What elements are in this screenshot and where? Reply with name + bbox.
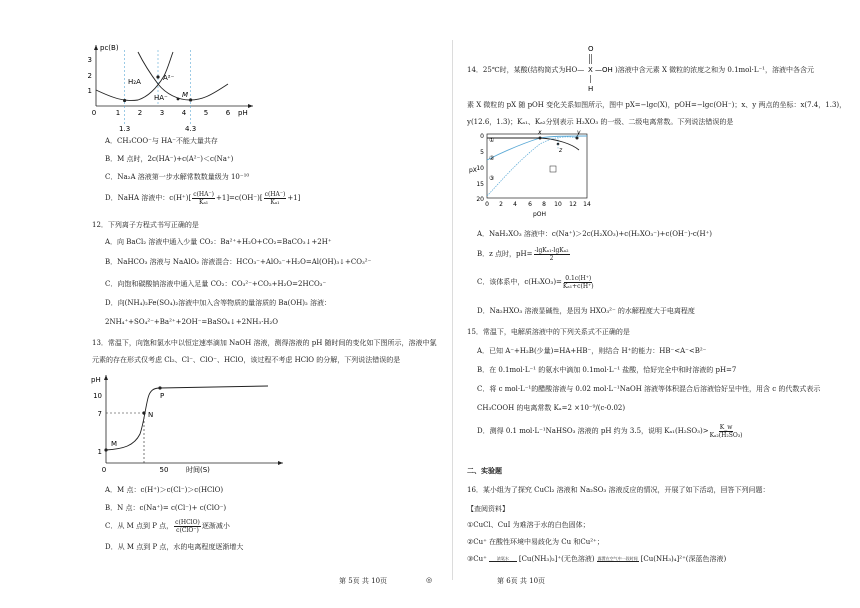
q13-option-b: B．N 点：c(Na⁺)= c(Cl⁻)+ c(ClO⁻) bbox=[105, 504, 227, 512]
q13-c-frac bbox=[174, 519, 201, 534]
ph-time-chart bbox=[88, 370, 288, 478]
ytick-10: 10 bbox=[93, 392, 102, 400]
xtick-0: 0 bbox=[91, 109, 97, 117]
footer-symbol: ◎ bbox=[426, 576, 433, 584]
q14-option-d: D．Na₂HXO₃ 溶液显碱性，是因为 HXO₃²⁻ 的水解程度大于电离程度 bbox=[477, 307, 695, 315]
q15-option-c2: CH₃COOH 的电离常数 Kₐ=2 ×10⁻⁹/(c-0.02) bbox=[477, 404, 626, 412]
q14-b-den: 2 bbox=[549, 255, 554, 262]
ylabel: pc(B) bbox=[100, 44, 119, 52]
q14-b-num: -lgKₐ₁-lgKₐ₂ bbox=[534, 247, 569, 254]
xtick-4: 4 bbox=[181, 109, 187, 117]
q16-stem: 16．某小组为了探究 CuCl₂ 溶液和 Na₂SO₃ 溶液反应的情况，开展了如下活动，回答下列问题： bbox=[467, 486, 770, 494]
q15-option-c: C．将 c mol·L⁻¹的醋酸溶液与 0.02 mol·L⁻¹NaOH 溶液等体积混合后溶液恰好呈中性，用含 c 的代数式表示 bbox=[477, 385, 821, 393]
arrow-1 bbox=[489, 557, 517, 562]
label-ha: HA⁻ bbox=[154, 94, 168, 102]
column-divider bbox=[452, 40, 453, 580]
q14-stem-1: 14．25℃时，某酸(结构简式为HO— bbox=[467, 66, 585, 74]
struct-o: O bbox=[588, 45, 594, 53]
q11-option-b: B．M 点时，2c(HA⁻)+c(A²⁻)＜c(Na⁺) bbox=[105, 155, 234, 163]
point-p: P bbox=[160, 392, 165, 400]
struct-x: X bbox=[588, 66, 593, 74]
xtick-6: 6 bbox=[225, 109, 231, 117]
q14-c-pre: C．该体系中，c(H₃XO₃)= bbox=[477, 278, 562, 286]
arrow-1-label: 浓氨水 bbox=[496, 556, 509, 561]
q16-i3-b: [Cu(NH₃)₂]⁺(无色溶液) bbox=[518, 555, 595, 563]
xtick-4: 4 bbox=[513, 201, 517, 208]
section-title: 二、实验题 bbox=[467, 466, 502, 475]
xtick-0: 0 bbox=[485, 201, 489, 208]
q13-option-a: A．M 点：c(H⁺)＞c(Cl⁻)＞c(HClO) bbox=[105, 486, 224, 494]
q14-b-frac bbox=[534, 247, 570, 262]
point-m: M bbox=[111, 440, 118, 448]
xtick-50: 50 bbox=[159, 466, 169, 474]
q16-info-1: ①CuCl、CuI 为难溶于水的白色固体； bbox=[467, 521, 590, 529]
q13-stem-2: 元素的存在形式仅考虑 Cl₂、Cl⁻、ClO⁻、HClO，该过程不考虑 HClO 的分解，下列说法错误的是 bbox=[92, 356, 401, 364]
xtick-5: 5 bbox=[203, 109, 209, 117]
q12-option-a: A．向 BaCl₂ 溶液中通入少量 CO₂：Ba²⁺+H₂O+CO₂=BaCO₃↓+2H⁺ bbox=[105, 238, 332, 246]
q14-option-a: A．NaH₂XO₃ 溶液中：c(Na⁺)＞2c(H₂XO₃)+c(H₂XO₃⁻)+c(OH⁻)-c(H⁺) bbox=[477, 230, 713, 238]
q15-d-den: Kₐ₂(H₂SO₃) bbox=[709, 432, 743, 439]
struct-oh: —OH bbox=[595, 66, 613, 74]
q11-d-part1: D．NaHA 溶液中：c(H⁺)[ bbox=[105, 194, 192, 202]
q11-d-frac1 bbox=[192, 191, 215, 206]
arrow-2-line bbox=[597, 561, 639, 562]
q14-b-pre: B．z 点时，pH= bbox=[477, 250, 533, 258]
q11-d-frac2-num: c(HA⁻) bbox=[264, 191, 286, 198]
struct-h: H bbox=[588, 85, 594, 92]
q13-c-den: c(ClO⁻) bbox=[176, 527, 199, 534]
q14-stem-2: 素 X 微粒的 pX 随 pOH 变化关系如图所示，图中 pX=−lgc(X)，pOH=−lgc(OH⁻)；x、y 两点的坐标：x(7.4，1.3)， bbox=[467, 101, 847, 109]
q11-option-d bbox=[105, 191, 300, 206]
xtick-1: 1 bbox=[115, 109, 121, 117]
xtick-2: 2 bbox=[499, 201, 503, 208]
xtick-10: 10 bbox=[554, 201, 562, 208]
q15-d-num: K_w bbox=[719, 424, 733, 431]
q15-option-d bbox=[477, 424, 744, 439]
ytick-1: 1 bbox=[97, 448, 102, 456]
ylabel: pH bbox=[91, 376, 101, 384]
xtick-3: 3 bbox=[159, 109, 165, 117]
label-m: M bbox=[182, 91, 189, 99]
q11-d-part3: +1] bbox=[287, 194, 301, 202]
q13-option-c bbox=[105, 519, 230, 534]
q14-c-den: Kₐ₁+c(H⁺) bbox=[562, 283, 594, 290]
q14-stem-1b: )溶液中含元素 X 微粒的浓度之和为 0.1mol·L⁻¹，溶液中各含元 bbox=[615, 66, 814, 74]
q13-stem-1: 13．常温下，向饱和氯水中以恒定速率滴加 NaOH 溶液，测得溶液的 pH 随时间的变化如下图所示，溶液中氯 bbox=[92, 339, 437, 347]
q12-option-d-eq: 2NH₄⁺+SO₄²⁻+Ba²⁺+2OH⁻=BaSO₄↓+2NH₃·H₂O bbox=[105, 318, 279, 326]
xlabel: pOH bbox=[533, 211, 547, 218]
point-n: N bbox=[148, 411, 154, 419]
q12-option-d: D．向(NH₄)₂Fe(SO₄)₂溶液中加入含等物质的量溶质的 Ba(OH)₂ 溶液： bbox=[105, 299, 332, 307]
q15-stem: 15．常温下，电解质溶液中的下列关系式不正确的是 bbox=[467, 328, 630, 336]
q14-option-b bbox=[477, 247, 571, 262]
label-a2: A²⁻ bbox=[163, 74, 175, 82]
ytick-1: 1 bbox=[87, 87, 92, 95]
q12-option-c: C．向饱和碳酸钠溶液中通入足量 CO₂：CO₃²⁻+CO₂+H₂O=2HCO₃⁻ bbox=[105, 280, 327, 288]
q16-info-2: ②Cu⁺ 在酸性环境中易歧化为 Cu 和Cu²⁺； bbox=[467, 538, 604, 546]
q11-d-frac2-den: Kₐ₁ bbox=[270, 199, 280, 206]
arrow-2-label: 露置在空气中一段时间 bbox=[597, 556, 638, 561]
xtick-6: 6 bbox=[528, 201, 532, 208]
label-c1: ① bbox=[489, 137, 495, 144]
q13-c-num: c(HClO) bbox=[175, 519, 200, 526]
xtick-12: 12 bbox=[569, 201, 577, 208]
label-x: x bbox=[538, 130, 542, 136]
xtick-2: 2 bbox=[137, 109, 143, 117]
label-z: z bbox=[559, 147, 563, 154]
q11-d-frac1-num: c(HA⁻) bbox=[193, 191, 214, 198]
ytick-10: 10 bbox=[476, 165, 484, 172]
q16-info-heading: 【查阅资料】 bbox=[467, 505, 509, 513]
q15-option-a: A．已知 A⁻+H₂B(少量)=HA+HB⁻，则结合 H⁺的能力：HB⁻<A⁻<B²⁻ bbox=[477, 347, 707, 355]
footer-left: 第 5页 共 10页 bbox=[339, 577, 388, 585]
xtick-14: 14 bbox=[583, 201, 591, 208]
footer-right: 第 6页 共 10页 bbox=[497, 577, 546, 585]
q14-option-c bbox=[477, 275, 595, 290]
q15-option-b: B．在 0.1mol·L⁻¹ 的氨水中滴加 0.1mol·L⁻¹ 盐酸，恰好完全中和时溶液的 pH=7 bbox=[477, 366, 737, 374]
xtick-0: 0 bbox=[101, 466, 107, 474]
ytick-7: 7 bbox=[97, 410, 102, 418]
label-y: y bbox=[577, 130, 581, 136]
q11-d-frac2 bbox=[264, 191, 287, 206]
q11-option-c: C．Na₂A 溶液第一步水解常数数量级为 10⁻¹⁰ bbox=[105, 173, 250, 181]
pcb-ph-chart bbox=[78, 40, 258, 132]
q12-option-b: B．NaHCO₃ 溶液与 NaAlO₂ 溶液混合：HCO₃⁻+AlO₂⁻+H₂O=Al(OH)₃↓+CO₃²⁻ bbox=[105, 258, 372, 266]
arrow-1-line bbox=[489, 561, 517, 562]
ytick-0: 0 bbox=[480, 133, 484, 140]
px-poh-chart bbox=[467, 130, 597, 222]
label-x13: 1.3 bbox=[119, 125, 131, 132]
q15-d-pre: D．测得 0.1 mol·L⁻¹NaHSO₃ 溶液的 pH 约为 3.5，说明 Kₐ₁(H₂SO₃)> bbox=[477, 427, 709, 435]
q16-i3-c: [Cu(NH₃)₄]²⁺(深蓝色溶液) bbox=[640, 555, 727, 563]
q11-d-frac1-den: Kₐ₁ bbox=[199, 199, 209, 206]
q14-c-num: 0.1c(H⁺) bbox=[565, 275, 592, 282]
q11-d-part2: +1]=c(OH⁻)[ bbox=[216, 194, 263, 202]
ytick-3: 3 bbox=[87, 56, 92, 64]
ylabel: pX bbox=[469, 167, 477, 174]
q13-c-pre: C．从 M 点到 P 点， bbox=[105, 522, 174, 530]
q16-info-3 bbox=[467, 555, 726, 564]
q13-c-post: 逐渐减小 bbox=[201, 522, 230, 530]
ytick-15: 15 bbox=[476, 181, 484, 188]
xlabel: 时间(S) bbox=[186, 466, 210, 474]
label-c3: ③ bbox=[489, 175, 495, 182]
q11-option-a: A．CH₃COO⁻与 HA⁻不能大量共存 bbox=[105, 137, 218, 145]
label-h2a: H₂A bbox=[128, 78, 141, 86]
xlabel: pH bbox=[238, 109, 248, 117]
q13-option-d: D．从 M 点到 P 点，水的电离程度逐渐增大 bbox=[105, 543, 244, 551]
ytick-5: 5 bbox=[480, 149, 484, 156]
ytick-20: 20 bbox=[476, 196, 484, 203]
q12-stem: 12．下列离子方程式书写正确的是 bbox=[92, 221, 199, 229]
label-c2: ② bbox=[489, 155, 495, 162]
q14-stem-3: y(12.6，1.3)；Kₐ₁、Kₐ₂分别表示 H₃XO₃ 的一级、二级电离常数。下列说法错误的是 bbox=[467, 118, 734, 126]
xtick-8: 8 bbox=[542, 201, 546, 208]
ytick-2: 2 bbox=[87, 72, 92, 80]
q14-c-frac bbox=[563, 275, 594, 290]
label-x43: 4.3 bbox=[185, 125, 197, 132]
q16-i3-a: ③Cu⁺ bbox=[467, 555, 487, 563]
arrow-2 bbox=[597, 557, 639, 562]
q15-d-frac bbox=[710, 424, 743, 439]
